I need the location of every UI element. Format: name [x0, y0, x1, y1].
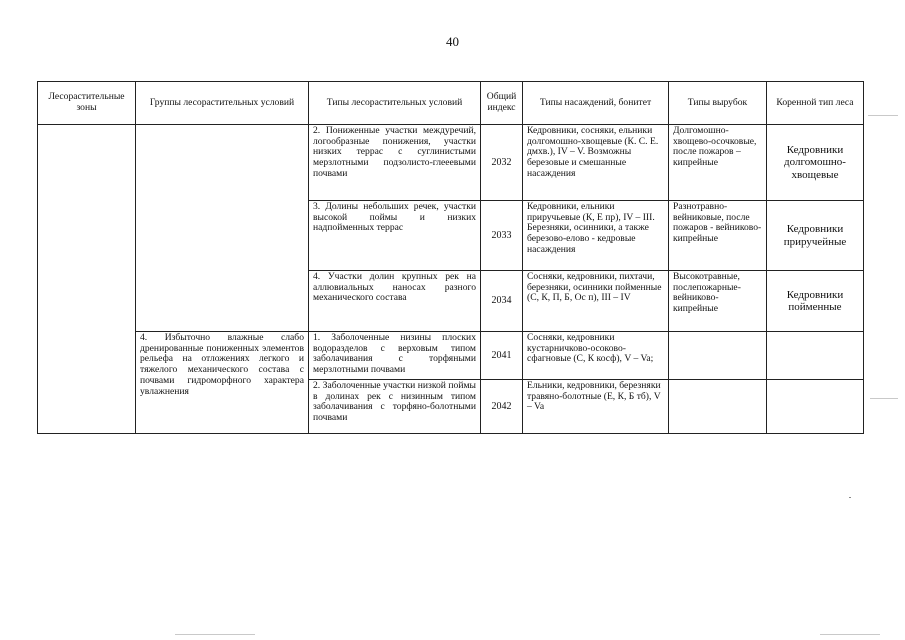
- native-type-cell: Кедровники приручейные: [767, 201, 864, 271]
- stands-cell: Ельники, кедровники, березняки травяно-болотные (Е, К, Б тб), V – Va: [523, 380, 669, 434]
- native-type-cell: [767, 332, 864, 380]
- stands-cell: Кедровники, ельники приручьевые (К, Е пр), IV – III. Березняки, осинники, а также березово-елово - кедровые насаждения: [523, 201, 669, 271]
- index-cell: 2042: [481, 380, 523, 434]
- conditions-cell: 1. Заболоченные низины плоских водоразделов с верховым типом заболачивания с торфяными мерзлотными почвами: [309, 332, 481, 380]
- scan-artifact: [870, 398, 898, 399]
- header-native-forest-type: Коренной тип леса: [767, 82, 864, 125]
- stands-cell: Сосняки, кедровники, пихтачи, березняки, осинники пойменные (С, К, П, Б, Ос п), III – IV: [523, 271, 669, 332]
- index-cell: 2033: [481, 201, 523, 271]
- scan-artifact: [175, 634, 255, 635]
- felling-cell: Долгомошно-хвощево-осочковые, после пожаров – кипрейные: [669, 125, 767, 201]
- index-cell: 2034: [481, 271, 523, 332]
- header-condition-groups: Группы лесорастительных условий: [136, 82, 309, 125]
- header-condition-types: Типы лесорастительных условий: [309, 82, 481, 125]
- conditions-cell: 2. Пониженные участки междуречий, логообразные понижения, участки низких террас с суглинистыми мерзлотными подзолисто-глееевыми почвами: [309, 125, 481, 201]
- forest-types-table: [37, 81, 864, 434]
- felling-cell: [669, 332, 767, 380]
- header-felling-types: Типы вырубок: [669, 82, 767, 125]
- conditions-cell: 4. Участки долин крупных рек на аллювиальных наносах разного механического состава: [309, 271, 481, 332]
- table-row: [38, 125, 864, 201]
- felling-cell: [669, 380, 767, 434]
- stands-cell: Кедровники, сосняки, ельники долгомошно-хвощевые (К. С. Е. дмхв.), IV – V. Возможны березовые и смешанные насаждения: [523, 125, 669, 201]
- group-cell: 4. Избыточно влажные слабо дренированные пониженных элементов рельефа на отложениях легкого и тяжелого механического состава с почвами гидроморфного характера увлажнения: [136, 332, 309, 434]
- header-general-index: Общий индекс: [481, 82, 523, 125]
- table-row: [38, 332, 864, 380]
- conditions-cell: 3. Долины небольших речек, участки высокой поймы и низких надпойменных террас: [309, 201, 481, 271]
- group-cell: [136, 125, 309, 332]
- native-type-cell: Кедровники пойменные: [767, 271, 864, 332]
- felling-cell: Разнотравно-вейниковые, после пожаров - вейниково-кипрейные: [669, 201, 767, 271]
- felling-cell: Высокотравные, послепожарные-вейниково-кипрейные: [669, 271, 767, 332]
- scan-artifact: [868, 115, 898, 116]
- native-type-cell: [767, 380, 864, 434]
- index-cell: 2041: [481, 332, 523, 380]
- index-cell: 2032: [481, 125, 523, 201]
- native-type-cell: Кедровники долгомошно-хвощевые: [767, 125, 864, 201]
- scan-artifact: [849, 497, 851, 498]
- header-zones: Лесорастительные зоны: [38, 82, 136, 125]
- scan-artifact: [820, 634, 880, 635]
- header-stand-types: Типы насаждений, бонитет: [523, 82, 669, 125]
- stands-cell: Сосняки, кедровники кустарничково-осоково-сфагновые (С, К косф), V – Va;: [523, 332, 669, 380]
- page-number: 40: [446, 34, 459, 49]
- conditions-cell: 2. Заболоченные участки низкой поймы в долинах рек с низинным типом заболачивания с торфяно-болотными почвами: [309, 380, 481, 434]
- zone-cell: [38, 125, 136, 434]
- table-header-row: [38, 82, 864, 125]
